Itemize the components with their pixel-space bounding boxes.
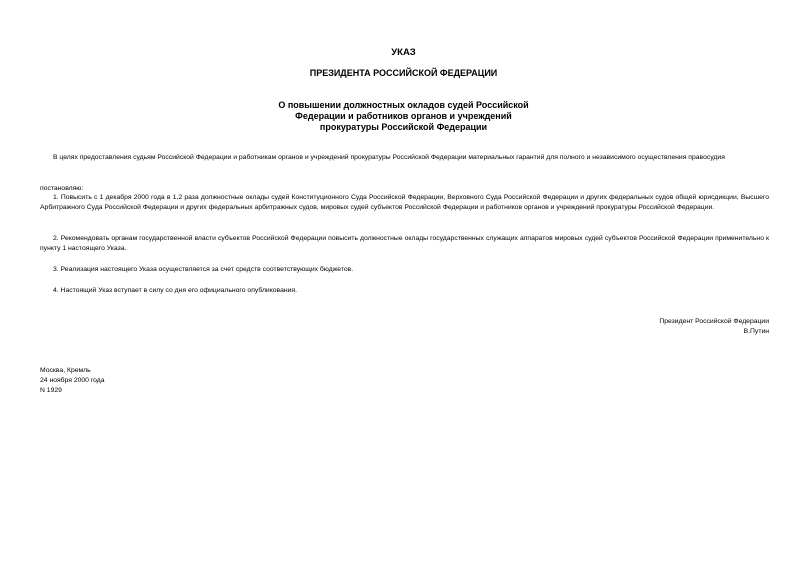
place-text: Москва, Кремль (40, 367, 91, 374)
title-line: прокуратуры Российской Федерации (319, 122, 488, 132)
document-title (240, 100, 567, 133)
signatory-name: В.Путин (743, 327, 769, 335)
signatory-position: Президент Российской Федерации (659, 318, 769, 325)
decree-heading: УКАЗ (391, 47, 416, 58)
preamble-text: В целях предоставления судьям Российской Федерации и работникам органов и учреждений прокуратуры Российской Федерации материальных гарантий для полного и независимого осуществления правосудия (53, 154, 725, 161)
paragraph-4: 4. Настоящий Указ вступает в силу со дня его официального опубликования. (53, 287, 297, 294)
place-date-block (40, 366, 105, 396)
paragraph-2: 2. Рекомендовать органам государственной власти субъектов Российской Федерации повысить должностные оклады государственных служащих аппаратов мировых судей субъектов Российской Федерации применительно к пункту 1 настоящего Указа. (40, 235, 769, 252)
title-line: Федерации и работников органов и учреждений (295, 111, 512, 121)
signature-block (659, 317, 769, 336)
title-line: О повышении должностных окладов судей Российской (278, 100, 529, 110)
paragraph-1: 1. Повысить с 1 декабря 2000 года в 1,2 раза должностные оклады судей Конституционного Суда Российской Федерации, Верховного Суда Российской Федерации и других федеральных судов общей юрисдикции, Высшего Арбитражного Суда Российской Федерации и других федеральных арбитражных судов, мировых судей субъектов Российской Федерации и работников органов и учреждений прокуратуры Российской Федерации. (40, 194, 769, 211)
date-text: 24 ноября 2000 года (40, 377, 105, 384)
issuer-heading: ПРЕЗИДЕНТА РОССИЙСКОЙ ФЕДЕРАЦИИ (309, 68, 498, 78)
document-number: N 1929 (40, 387, 62, 394)
paragraph-3: 3. Реализация настоящего Указа осуществляется за счет средств соответствующих бюджетов. (53, 266, 354, 273)
decree-word: постановляю: (40, 185, 84, 192)
